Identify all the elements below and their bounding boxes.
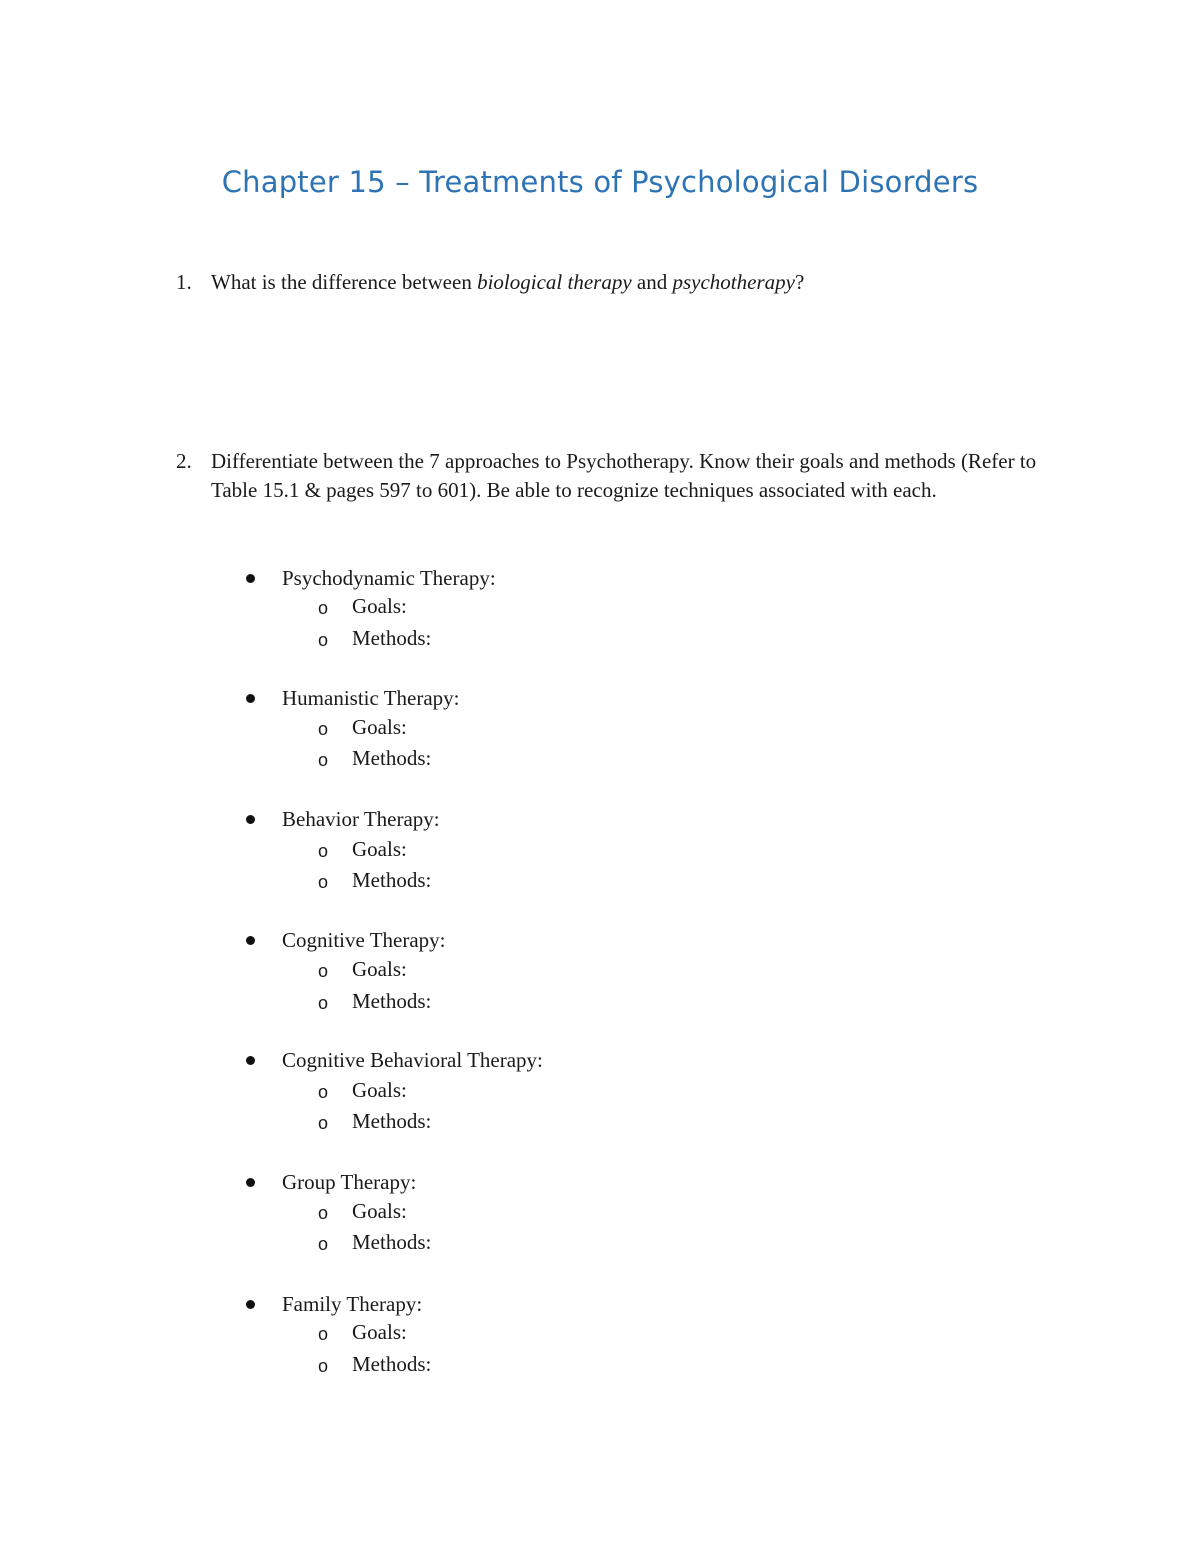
goals-label: Goals:	[352, 1199, 407, 1223]
therapy-item	[0, 684, 1200, 784]
question-text-part: What is the difference between	[211, 270, 478, 294]
therapy-item	[0, 926, 1200, 1026]
circle-bullet-icon: o	[318, 598, 329, 618]
bullet-icon	[246, 1300, 255, 1309]
page-title: Chapter 15 – Treatments of Psychological Disorders	[221, 165, 979, 199]
methods-label: Methods:	[352, 1109, 432, 1133]
question-text: Differentiate between the 7 approaches to Psychotherapy. Know their goals and methods (Refer to Table 15.1 & pages 597 to 601). Be able to recognize techniques associated with each.	[211, 449, 1037, 502]
therapy-name: Group Therapy:	[282, 1170, 417, 1194]
therapy-item	[0, 805, 1200, 905]
methods-label: Methods:	[352, 1352, 432, 1376]
question-number: 1.	[176, 270, 192, 294]
circle-bullet-icon: o	[318, 1203, 329, 1223]
circle-bullet-icon: o	[318, 719, 329, 739]
therapy-item	[0, 1046, 1200, 1146]
bullet-icon	[246, 815, 255, 824]
therapy-name: Cognitive Therapy:	[282, 928, 446, 952]
term-psychotherapy: psychotherapy	[672, 270, 795, 294]
circle-bullet-icon: o	[318, 1234, 329, 1254]
term-biological-therapy: biological therapy	[477, 270, 632, 294]
circle-bullet-icon: o	[318, 841, 329, 861]
goals-label: Goals:	[352, 1078, 407, 1102]
goals-label: Goals:	[352, 957, 407, 981]
question-text	[211, 268, 1071, 297]
goals-label: Goals:	[352, 837, 407, 861]
therapy-item	[0, 1168, 1200, 1268]
goals-label: Goals:	[352, 715, 407, 739]
therapy-name: Psychodynamic Therapy:	[282, 566, 496, 590]
circle-bullet-icon: o	[318, 630, 329, 650]
methods-label: Methods:	[352, 746, 432, 770]
circle-bullet-icon: o	[318, 1113, 329, 1133]
therapy-name: Humanistic Therapy:	[282, 686, 460, 710]
goals-label: Goals:	[352, 1320, 407, 1344]
question-number: 2.	[176, 449, 192, 473]
bullet-icon	[246, 936, 255, 945]
bullet-icon	[246, 574, 255, 583]
goals-label: Goals:	[352, 594, 407, 618]
circle-bullet-icon: o	[318, 961, 329, 981]
circle-bullet-icon: o	[318, 1324, 329, 1344]
circle-bullet-icon: o	[318, 1356, 329, 1376]
circle-bullet-icon: o	[318, 872, 329, 892]
therapy-name: Cognitive Behavioral Therapy:	[282, 1048, 543, 1072]
bullet-icon	[246, 1056, 255, 1065]
question-text-part: ?	[794, 270, 805, 294]
circle-bullet-icon: o	[318, 993, 329, 1013]
circle-bullet-icon: o	[318, 1082, 329, 1102]
therapy-item	[0, 1290, 1200, 1390]
bullet-icon	[246, 694, 255, 703]
bullet-icon	[246, 1178, 255, 1187]
therapy-name: Behavior Therapy:	[282, 807, 440, 831]
question-text-part: and	[631, 270, 673, 294]
circle-bullet-icon: o	[318, 750, 329, 770]
methods-label: Methods:	[352, 868, 432, 892]
methods-label: Methods:	[352, 1230, 432, 1254]
methods-label: Methods:	[352, 626, 432, 650]
methods-label: Methods:	[352, 989, 432, 1013]
therapy-item	[0, 564, 1200, 664]
therapy-name: Family Therapy:	[282, 1292, 423, 1316]
